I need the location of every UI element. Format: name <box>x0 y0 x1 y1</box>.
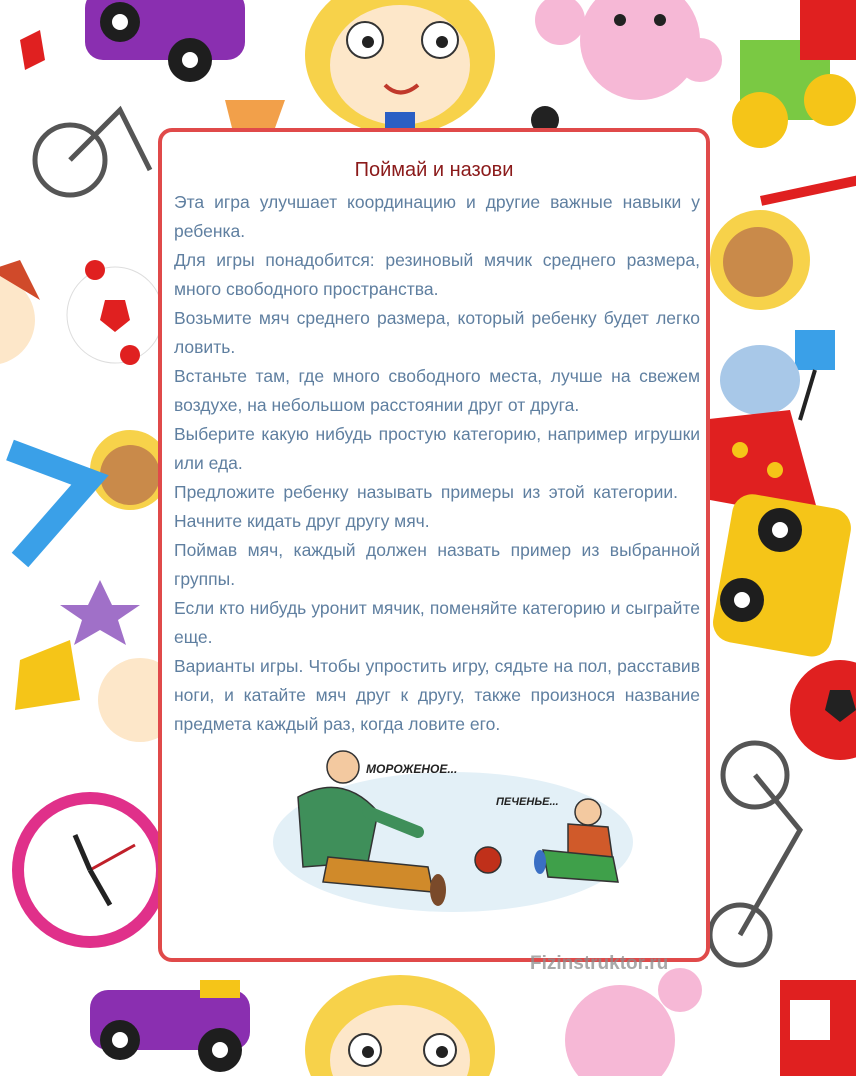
train-icon <box>732 0 856 148</box>
boy-face-icon <box>0 260 40 365</box>
yellow-car-icon <box>710 491 854 660</box>
paragraph: Выберите какую нибудь простую категорию, например игрушки или еда. <box>174 424 700 473</box>
girl-face-icon <box>305 0 495 135</box>
doll-icon <box>10 430 170 560</box>
article-body <box>174 188 700 739</box>
paragraph: Поймав мяч, каждый должен назвать пример из выбранной группы. <box>174 540 700 589</box>
train-bottom-icon <box>780 980 856 1076</box>
star-icon <box>60 580 140 645</box>
bicycle-icon <box>35 110 150 195</box>
cup-icon <box>225 100 285 128</box>
purple-car-bottom-icon <box>90 990 250 1072</box>
hat-icon <box>720 345 800 415</box>
paragraph: Варианты игры. Чтобы упростить игру, сядьте на пол, расставив ноги, и катайте мяч друг к другу, также произнося название предмета каждый раз, когда ловите его. <box>174 656 700 734</box>
speech-child: ПЕЧЕНЬЕ... <box>496 796 559 808</box>
clock-icon <box>12 792 168 948</box>
block-icon <box>200 980 240 998</box>
purple-car-icon <box>85 0 245 82</box>
content-card <box>158 128 710 962</box>
page-title: Поймай и назови <box>354 159 514 181</box>
soccer-ball-icon <box>67 260 163 365</box>
stick-boy-icon <box>795 330 835 420</box>
bicycle-right-icon <box>710 743 800 965</box>
watermark: Fizinstruktor.ru <box>530 953 669 974</box>
paragraph: Возьмите мяч среднего размера, который ребенку будет легко ловить. <box>174 308 700 357</box>
paragraph <box>174 478 700 536</box>
stick-girl-icon <box>15 640 182 742</box>
girl-face-bottom-icon <box>305 975 495 1076</box>
pink-teddy-icon <box>535 0 722 100</box>
speech-adult: МОРОЖЕНОЕ... <box>366 762 458 776</box>
ball-icon <box>475 847 501 873</box>
pink-teddy-bottom-icon <box>565 968 702 1076</box>
paragraph: Встаньте там, где много свободного места, лучше на свежем воздухе, на небольшом расстоянии друг от друга. <box>174 366 700 415</box>
soccer-ball-right-icon <box>790 660 856 760</box>
paragraph-part: Начните кидать друг другу мяч. <box>174 511 430 531</box>
doll-right-icon <box>710 210 810 310</box>
red-shape-icon <box>20 30 45 70</box>
paragraph: Если кто нибудь уронит мячик, поменяйте категорию и сыграйте еще. <box>174 598 700 647</box>
paragraph: Эта игра улучшает координацию и другие важные навыки у ребенка. <box>174 192 700 241</box>
paragraph: Для игры понадобится: резиновый мячик среднего размера, много свободного пространства. <box>174 250 700 299</box>
paragraph-part: Предложите ребенку называть примеры из этой категории. <box>174 482 678 502</box>
pencil-icon <box>760 175 856 206</box>
